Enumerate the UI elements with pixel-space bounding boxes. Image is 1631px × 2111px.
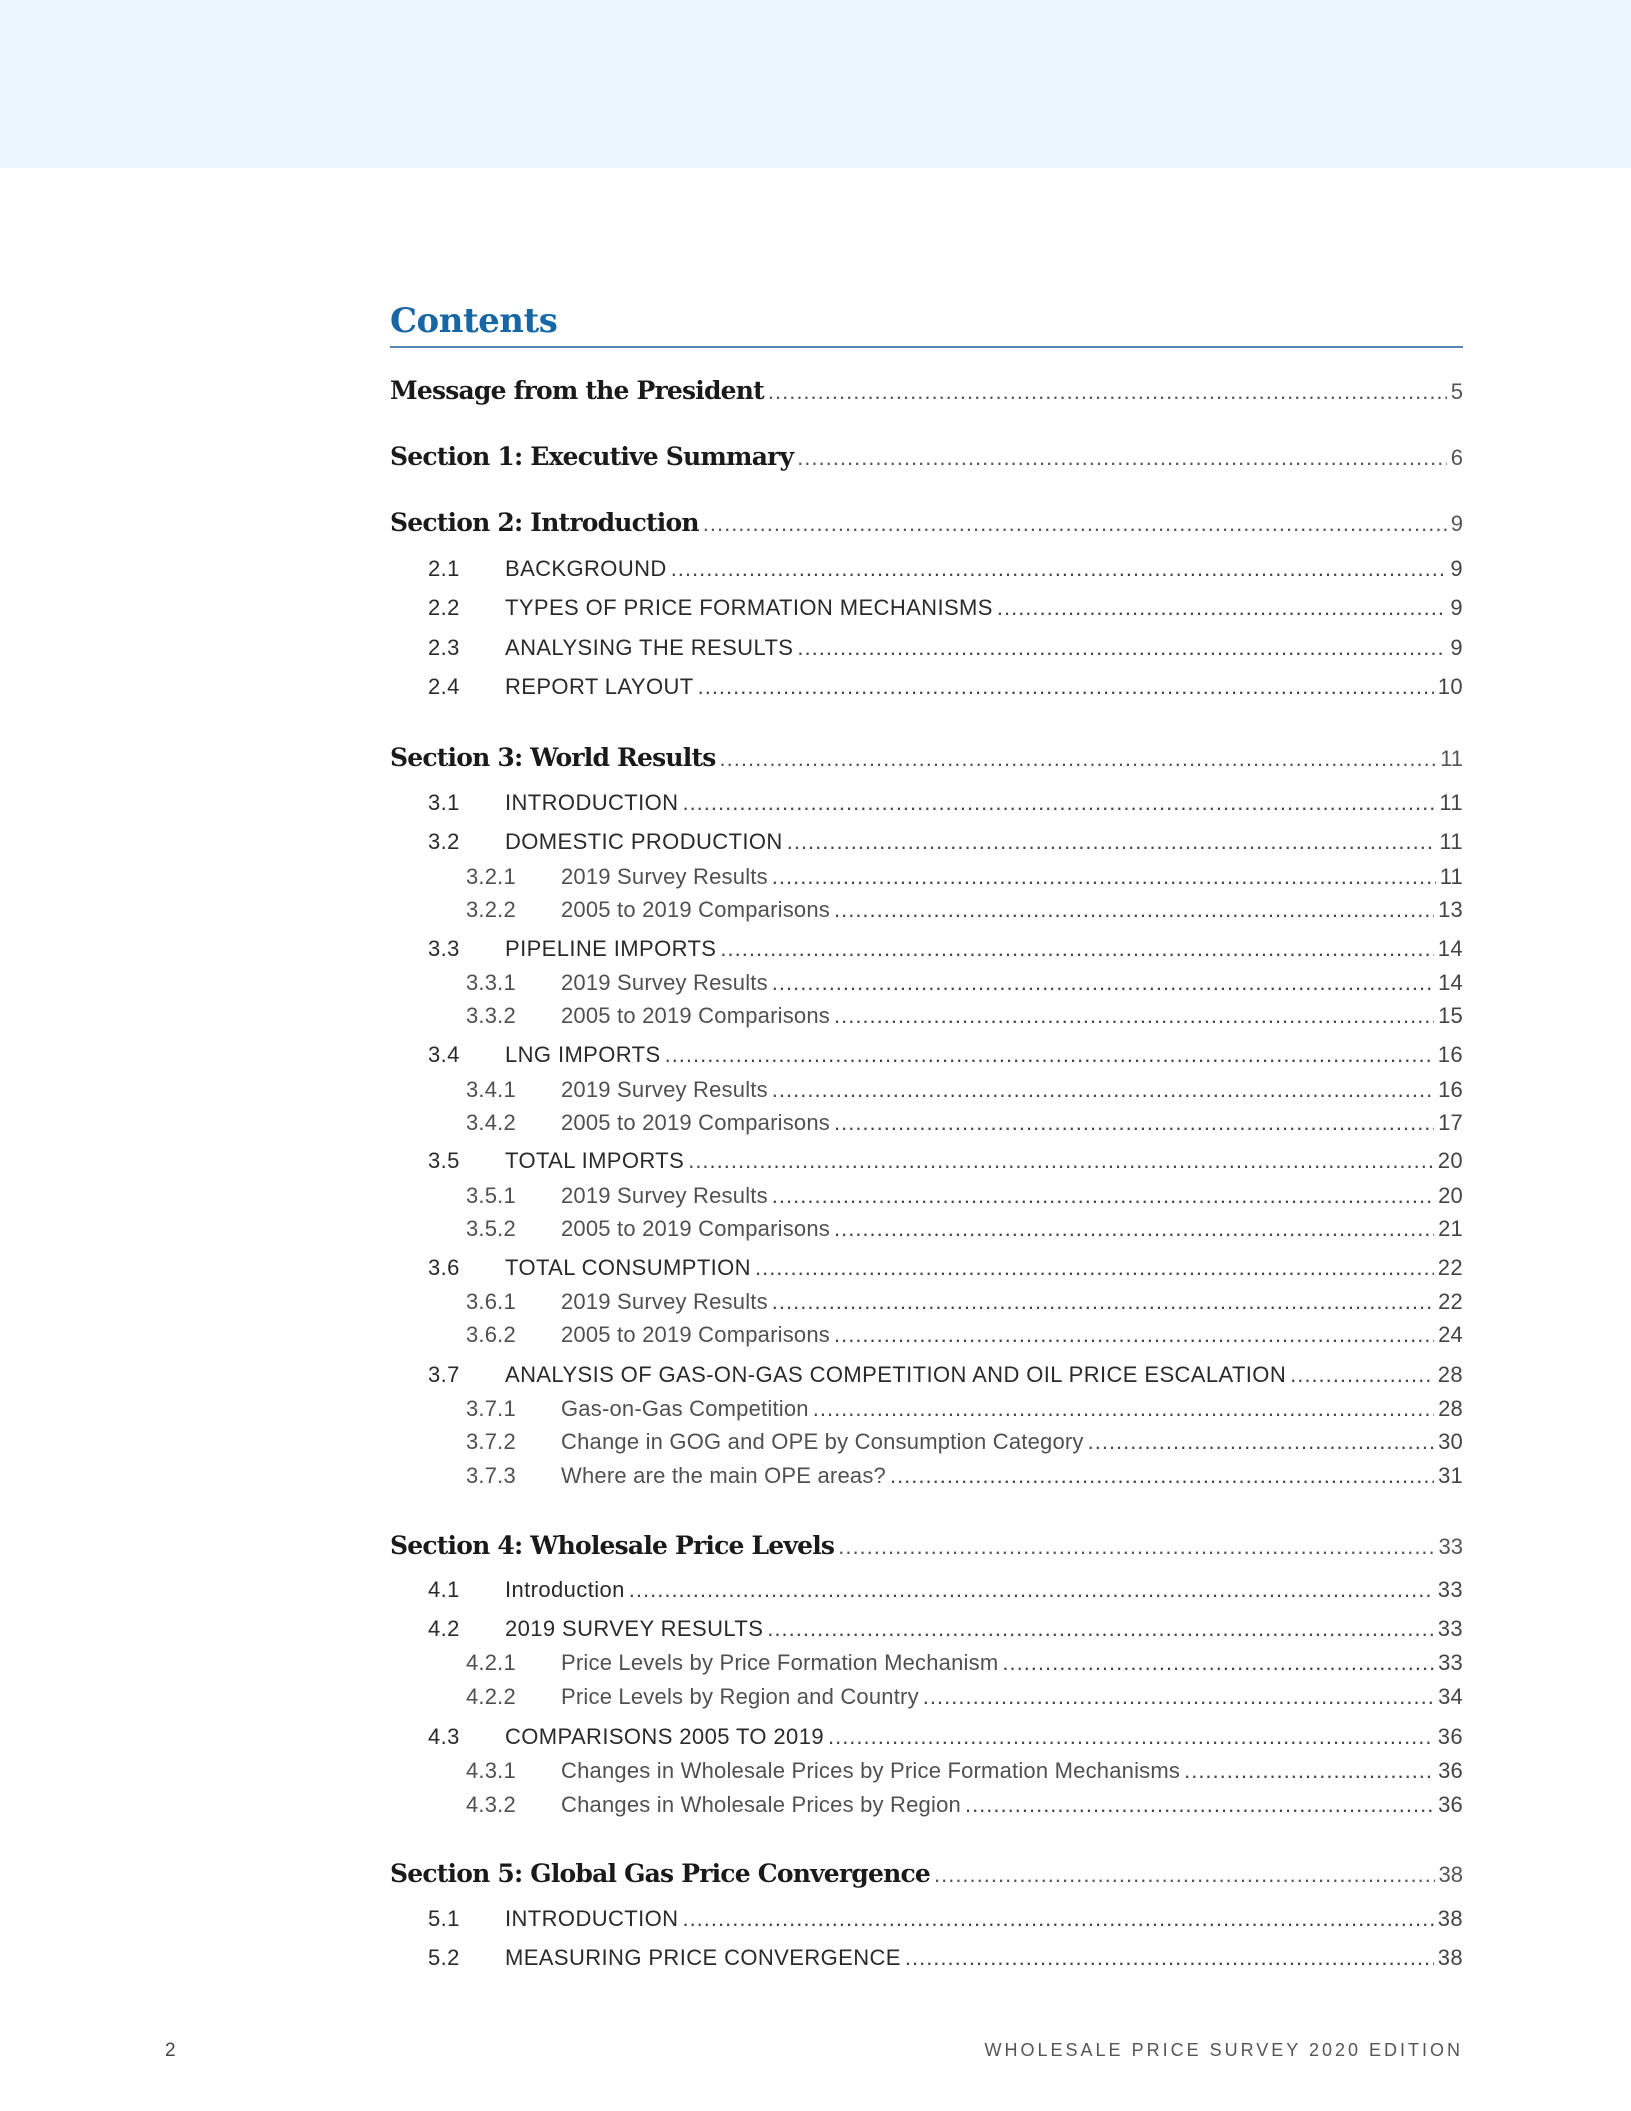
title-divider [390, 346, 1463, 348]
toc-page-number: 11 [1439, 790, 1463, 815]
dot-leader [1184, 1758, 1434, 1784]
toc-page-number: 33 [1437, 1616, 1463, 1641]
toc-entry-number: 4.3 [428, 1724, 460, 1749]
dot-leader [828, 1724, 1434, 1750]
toc-entry-text: Price Levels by Region and Country [561, 1684, 919, 1709]
toc-page-number: 36 [1437, 1724, 1463, 1749]
toc-subsubsection[interactable] [390, 1077, 1463, 1103]
toc-entry-text: TOTAL CONSUMPTION [505, 1255, 751, 1280]
dot-leader [834, 897, 1434, 923]
dot-leader [682, 790, 1435, 816]
toc-entry-label [390, 1758, 1180, 1784]
toc-entry-text: Message from the President [390, 376, 764, 405]
publication-title: WHOLESALE PRICE SURVEY 2020 EDITION [984, 2040, 1463, 2060]
toc-page-number: 9 [1450, 556, 1463, 581]
toc-entry-number: 3.6.2 [466, 1322, 516, 1347]
toc-page-number: 11 [1439, 864, 1463, 889]
toc-entry-label [390, 1684, 919, 1710]
toc-entry-number: 4.1 [428, 1577, 460, 1602]
toc-entry-text: ANALYSIS OF GAS-ON-GAS COMPETITION AND OIL PRICE ESCALATION [505, 1362, 1287, 1387]
toc-subsubsection[interactable] [390, 1684, 1463, 1710]
toc-entry-text: 2005 to 2019 Comparisons [561, 1322, 830, 1347]
toc-entry-text: Gas-on-Gas Competition [561, 1396, 809, 1421]
toc-subsubsection[interactable] [390, 1110, 1463, 1136]
toc-entry-text: INTRODUCTION [505, 1906, 679, 1931]
dot-leader [834, 1003, 1434, 1029]
toc-entry-number: 3.7.2 [466, 1429, 516, 1454]
toc-page-number: 24 [1438, 1322, 1463, 1347]
toc-subsubsection[interactable] [390, 1650, 1463, 1676]
toc-page-number: 38 [1437, 1906, 1463, 1931]
toc-page-number: 33 [1438, 1534, 1463, 1559]
dot-leader [787, 829, 1436, 855]
toc-entry-number: 4.3.2 [466, 1792, 516, 1817]
toc-entry-number: 3.2.2 [466, 897, 516, 922]
toc-subsection[interactable] [390, 674, 1463, 700]
toc-entry-number: 4.2.2 [466, 1684, 516, 1709]
dot-leader [1088, 1429, 1435, 1455]
dot-leader [682, 1906, 1433, 1932]
toc-entry-text: 2005 to 2019 Comparisons [561, 1216, 830, 1241]
toc-subsubsection[interactable] [390, 1792, 1463, 1818]
dot-leader [834, 1322, 1434, 1348]
toc-subsubsection[interactable] [390, 1463, 1463, 1489]
toc-entry-label [390, 936, 716, 962]
toc-entry-label [390, 635, 793, 661]
toc-entry-label [390, 1077, 768, 1103]
toc-page-number: 38 [1437, 1945, 1463, 1970]
dot-leader [772, 970, 1434, 996]
toc-entry-number: 2.3 [428, 635, 460, 660]
toc-entry-label [390, 1650, 998, 1676]
toc-entry-text: 2019 SURVEY RESULTS [505, 1616, 764, 1641]
toc-entry-label [390, 970, 768, 996]
dot-leader [834, 1110, 1434, 1136]
toc-entry-text: 2019 Survey Results [561, 970, 768, 995]
toc-entry-text: Price Levels by Price Formation Mechanism [561, 1650, 999, 1675]
dot-leader [1002, 1650, 1434, 1676]
toc-page-number: 22 [1438, 1289, 1463, 1314]
toc-page-number: 34 [1438, 1684, 1463, 1709]
toc-page-number: 28 [1438, 1396, 1463, 1421]
toc-entry-number: 3.7.1 [466, 1396, 516, 1421]
toc-entry-text: 2005 to 2019 Comparisons [561, 1110, 830, 1135]
toc-entry-number: 3.5.2 [466, 1216, 516, 1241]
toc-subsection[interactable] [390, 829, 1463, 855]
toc-section-heading[interactable] [390, 442, 1463, 471]
toc-entry-label [390, 376, 764, 405]
toc-entry-label [390, 1003, 830, 1029]
dot-leader [934, 1862, 1435, 1888]
dot-leader [665, 1042, 1434, 1068]
toc-subsubsection[interactable] [390, 1429, 1463, 1455]
toc-subsubsection[interactable] [390, 970, 1463, 996]
dot-leader [813, 1396, 1434, 1422]
toc-entry-text: DOMESTIC PRODUCTION [505, 829, 783, 854]
toc-page-number: 9 [1450, 635, 1463, 660]
toc-entry-label [390, 1216, 830, 1242]
dot-leader [772, 864, 1436, 890]
toc-page-number: 10 [1437, 674, 1463, 699]
toc-entry-label [390, 1531, 834, 1560]
toc-entry-text: 2005 to 2019 Comparisons [561, 1003, 830, 1028]
toc-page-number: 36 [1438, 1758, 1463, 1783]
toc-page-number: 30 [1438, 1429, 1463, 1454]
toc-subsection[interactable] [390, 595, 1463, 621]
toc-subsection[interactable] [390, 790, 1463, 816]
toc-entry-label [390, 864, 768, 890]
header-band [0, 0, 1631, 168]
table-of-contents [390, 296, 1463, 1970]
toc-entry-text: ANALYSING THE RESULTS [505, 635, 794, 660]
toc-entry-number: 3.7.3 [466, 1463, 516, 1488]
toc-entry-number: 3.5.1 [466, 1183, 516, 1208]
toc-entry-label [390, 442, 793, 471]
toc-entry-label [390, 1289, 768, 1315]
toc-entry-number: 3.3 [428, 936, 460, 961]
toc-entry-text: Section 5: Global Gas Price Convergence [390, 1859, 930, 1888]
toc-entry-label [390, 1148, 684, 1174]
toc-entry-number: 3.3.2 [466, 1003, 516, 1028]
dot-leader [965, 1792, 1434, 1818]
toc-entry-label [390, 508, 699, 537]
dot-leader [905, 1945, 1434, 1971]
toc-entry-label [390, 1463, 886, 1489]
toc-subsection[interactable] [390, 1577, 1463, 1603]
toc-page-number: 21 [1438, 1216, 1463, 1241]
toc-page-number: 14 [1437, 936, 1463, 961]
dot-leader [772, 1077, 1434, 1103]
toc-subsubsection[interactable] [390, 1003, 1463, 1029]
toc-page-number: 31 [1438, 1463, 1463, 1488]
toc-subsection[interactable] [390, 556, 1463, 582]
toc-page-number: 20 [1437, 1148, 1463, 1173]
toc-page-number: 20 [1438, 1183, 1463, 1208]
toc-entry-label [390, 1429, 1084, 1455]
toc-subsubsection[interactable] [390, 1216, 1463, 1242]
toc-page-number: 17 [1438, 1110, 1463, 1135]
toc-subsection[interactable] [390, 1255, 1463, 1281]
toc-page-number: 38 [1438, 1862, 1463, 1887]
toc-entry-text: 2019 Survey Results [561, 864, 768, 889]
toc-entry-number: 2.2 [428, 595, 460, 620]
toc-page-number: 33 [1437, 1577, 1463, 1602]
dot-leader [720, 936, 1433, 962]
toc-entry-label [390, 595, 993, 621]
dot-leader [890, 1463, 1434, 1489]
toc-entry-label [390, 1577, 625, 1603]
toc-entry-label [390, 1322, 830, 1348]
toc-subsection[interactable] [390, 1616, 1463, 1642]
toc-subsubsection[interactable] [390, 1289, 1463, 1315]
toc-entry-label [390, 674, 694, 700]
toc-subsection[interactable] [390, 1148, 1463, 1174]
toc-entry-number: 3.6 [428, 1255, 460, 1280]
dot-leader [767, 1616, 1433, 1642]
toc-entry-text: Introduction [505, 1577, 625, 1602]
toc-entry-label [390, 1945, 901, 1971]
dot-leader [720, 746, 1437, 772]
toc-entry-text: 2019 Survey Results [561, 1183, 768, 1208]
dot-leader [755, 1255, 1434, 1281]
toc-entry-text: PIPELINE IMPORTS [505, 936, 717, 961]
dot-leader [629, 1577, 1434, 1603]
toc-page-number: 15 [1438, 1003, 1463, 1028]
toc-entry-number: 3.4 [428, 1042, 460, 1067]
toc-entry-number: 5.1 [428, 1906, 460, 1931]
toc-subsection[interactable] [390, 1906, 1463, 1932]
toc-entry-label [390, 1110, 830, 1136]
toc-entry-text: Where are the main OPE areas? [561, 1463, 886, 1488]
dot-leader [772, 1183, 1434, 1209]
dot-leader [703, 511, 1447, 537]
dot-leader [838, 1534, 1434, 1560]
toc-entry-text: Section 3: World Results [390, 743, 716, 772]
toc-page-number: 13 [1438, 897, 1463, 922]
toc-entry-number: 2.1 [428, 556, 460, 581]
dot-leader [768, 379, 1447, 405]
toc-page-number: 28 [1437, 1362, 1463, 1387]
dot-leader [797, 635, 1446, 661]
dot-leader [834, 1216, 1434, 1242]
toc-entry-label [390, 897, 830, 923]
toc-entry-label [390, 1616, 763, 1642]
toc-entry-number: 3.2.1 [466, 864, 516, 889]
toc-subsection[interactable] [390, 1362, 1463, 1388]
toc-entry-text: 2005 to 2019 Comparisons [561, 897, 830, 922]
toc-entry-text: Changes in Wholesale Prices by Price Formation Mechanisms [561, 1758, 1181, 1783]
toc-section-heading[interactable] [390, 508, 1463, 537]
toc-entry-number: 5.2 [428, 1945, 460, 1970]
dot-leader [698, 674, 1434, 700]
dot-leader [688, 1148, 1434, 1174]
toc-entry-number: 4.2 [428, 1616, 460, 1641]
toc-entry-number: 4.3.1 [466, 1758, 516, 1783]
toc-subsubsection[interactable] [390, 1183, 1463, 1209]
toc-entry-number: 3.3.1 [466, 970, 516, 995]
toc-subsection[interactable] [390, 635, 1463, 661]
toc-page-number: 16 [1437, 1042, 1463, 1067]
page-number: 2 [165, 2040, 176, 2061]
toc-entry-number: 3.4.1 [466, 1077, 516, 1102]
toc-subsubsection[interactable] [390, 1396, 1463, 1422]
toc-entry-text: LNG IMPORTS [505, 1042, 661, 1067]
toc-entry-label [390, 1859, 930, 1888]
toc-entry-text: TOTAL IMPORTS [505, 1148, 685, 1173]
toc-entry-text: Change in GOG and OPE by Consumption Category [561, 1429, 1084, 1454]
toc-page-number: 9 [1450, 595, 1463, 620]
toc-section-heading[interactable] [390, 1531, 1463, 1560]
toc-page-number: 22 [1437, 1255, 1463, 1280]
toc-entry-label [390, 1255, 751, 1281]
toc-entry-text: INTRODUCTION [505, 790, 679, 815]
toc-page-number: 6 [1450, 445, 1463, 470]
toc-subsection[interactable] [390, 1042, 1463, 1068]
toc-entry-number: 2.4 [428, 674, 460, 699]
toc-entry-text: MEASURING PRICE CONVERGENCE [505, 1945, 901, 1970]
toc-entry-text: Section 4: Wholesale Price Levels [390, 1531, 835, 1560]
toc-page-number: 9 [1450, 511, 1463, 536]
dot-leader [797, 445, 1447, 471]
toc-entry-label [390, 1396, 809, 1422]
toc-entry-label [390, 1362, 1286, 1388]
toc-section-heading[interactable] [390, 743, 1463, 772]
toc-entry-text: 2019 Survey Results [561, 1289, 768, 1314]
toc-entry-text: Section 1: Executive Summary [390, 442, 794, 471]
toc-entry-text: BACKGROUND [505, 556, 667, 581]
toc-entry-label [390, 829, 783, 855]
toc-subsubsection[interactable] [390, 897, 1463, 923]
toc-entry-text: 2019 Survey Results [561, 1077, 768, 1102]
dot-leader [923, 1684, 1434, 1710]
toc-entry-number: 3.4.2 [466, 1110, 516, 1135]
toc-entry-label [390, 556, 667, 582]
dot-leader [671, 556, 1447, 582]
toc-section-heading[interactable] [390, 1859, 1463, 1888]
toc-entry-number: 3.5 [428, 1148, 460, 1173]
toc-entry-label [390, 1906, 678, 1932]
toc-page-number: 14 [1438, 970, 1463, 995]
toc-entry-label [390, 790, 678, 816]
toc-entry-text: Section 2: Introduction [390, 508, 699, 537]
toc-entry-number: 3.1 [428, 790, 460, 815]
page-title: Contents [390, 301, 558, 341]
toc-entry-label [390, 1183, 768, 1209]
toc-entry-label [390, 1724, 824, 1750]
toc-page-number: 36 [1438, 1792, 1463, 1817]
toc-subsubsection[interactable] [390, 1758, 1463, 1784]
toc-entry-number: 3.7 [428, 1362, 460, 1387]
toc-page-number: 11 [1440, 746, 1463, 771]
toc-entry-text: Changes in Wholesale Prices by Region [561, 1792, 961, 1817]
toc-page-number: 16 [1438, 1077, 1463, 1102]
toc-entry-number: 3.2 [428, 829, 460, 854]
toc-subsection[interactable] [390, 1724, 1463, 1750]
toc-subsection[interactable] [390, 936, 1463, 962]
dot-leader [997, 595, 1447, 621]
toc-page-number: 11 [1439, 829, 1463, 854]
toc-entry-text: COMPARISONS 2005 TO 2019 [505, 1724, 824, 1749]
toc-entry-number: 4.2.1 [466, 1650, 516, 1675]
toc-entry-number: 3.6.1 [466, 1289, 516, 1314]
toc-entry-label [390, 1792, 961, 1818]
toc-subsubsection[interactable] [390, 864, 1463, 890]
toc-page-number: 5 [1450, 379, 1463, 404]
dot-leader [772, 1289, 1434, 1315]
toc-entry-label [390, 1042, 661, 1068]
toc-subsubsection[interactable] [390, 1322, 1463, 1348]
dot-leader [1290, 1362, 1434, 1388]
toc-subsection[interactable] [390, 1945, 1463, 1971]
toc-entry-text: REPORT LAYOUT [505, 674, 694, 699]
toc-section-heading[interactable] [390, 376, 1463, 405]
toc-entry-label [390, 743, 716, 772]
toc-entry-text: TYPES OF PRICE FORMATION MECHANISMS [505, 595, 993, 620]
toc-page-number: 33 [1438, 1650, 1463, 1675]
